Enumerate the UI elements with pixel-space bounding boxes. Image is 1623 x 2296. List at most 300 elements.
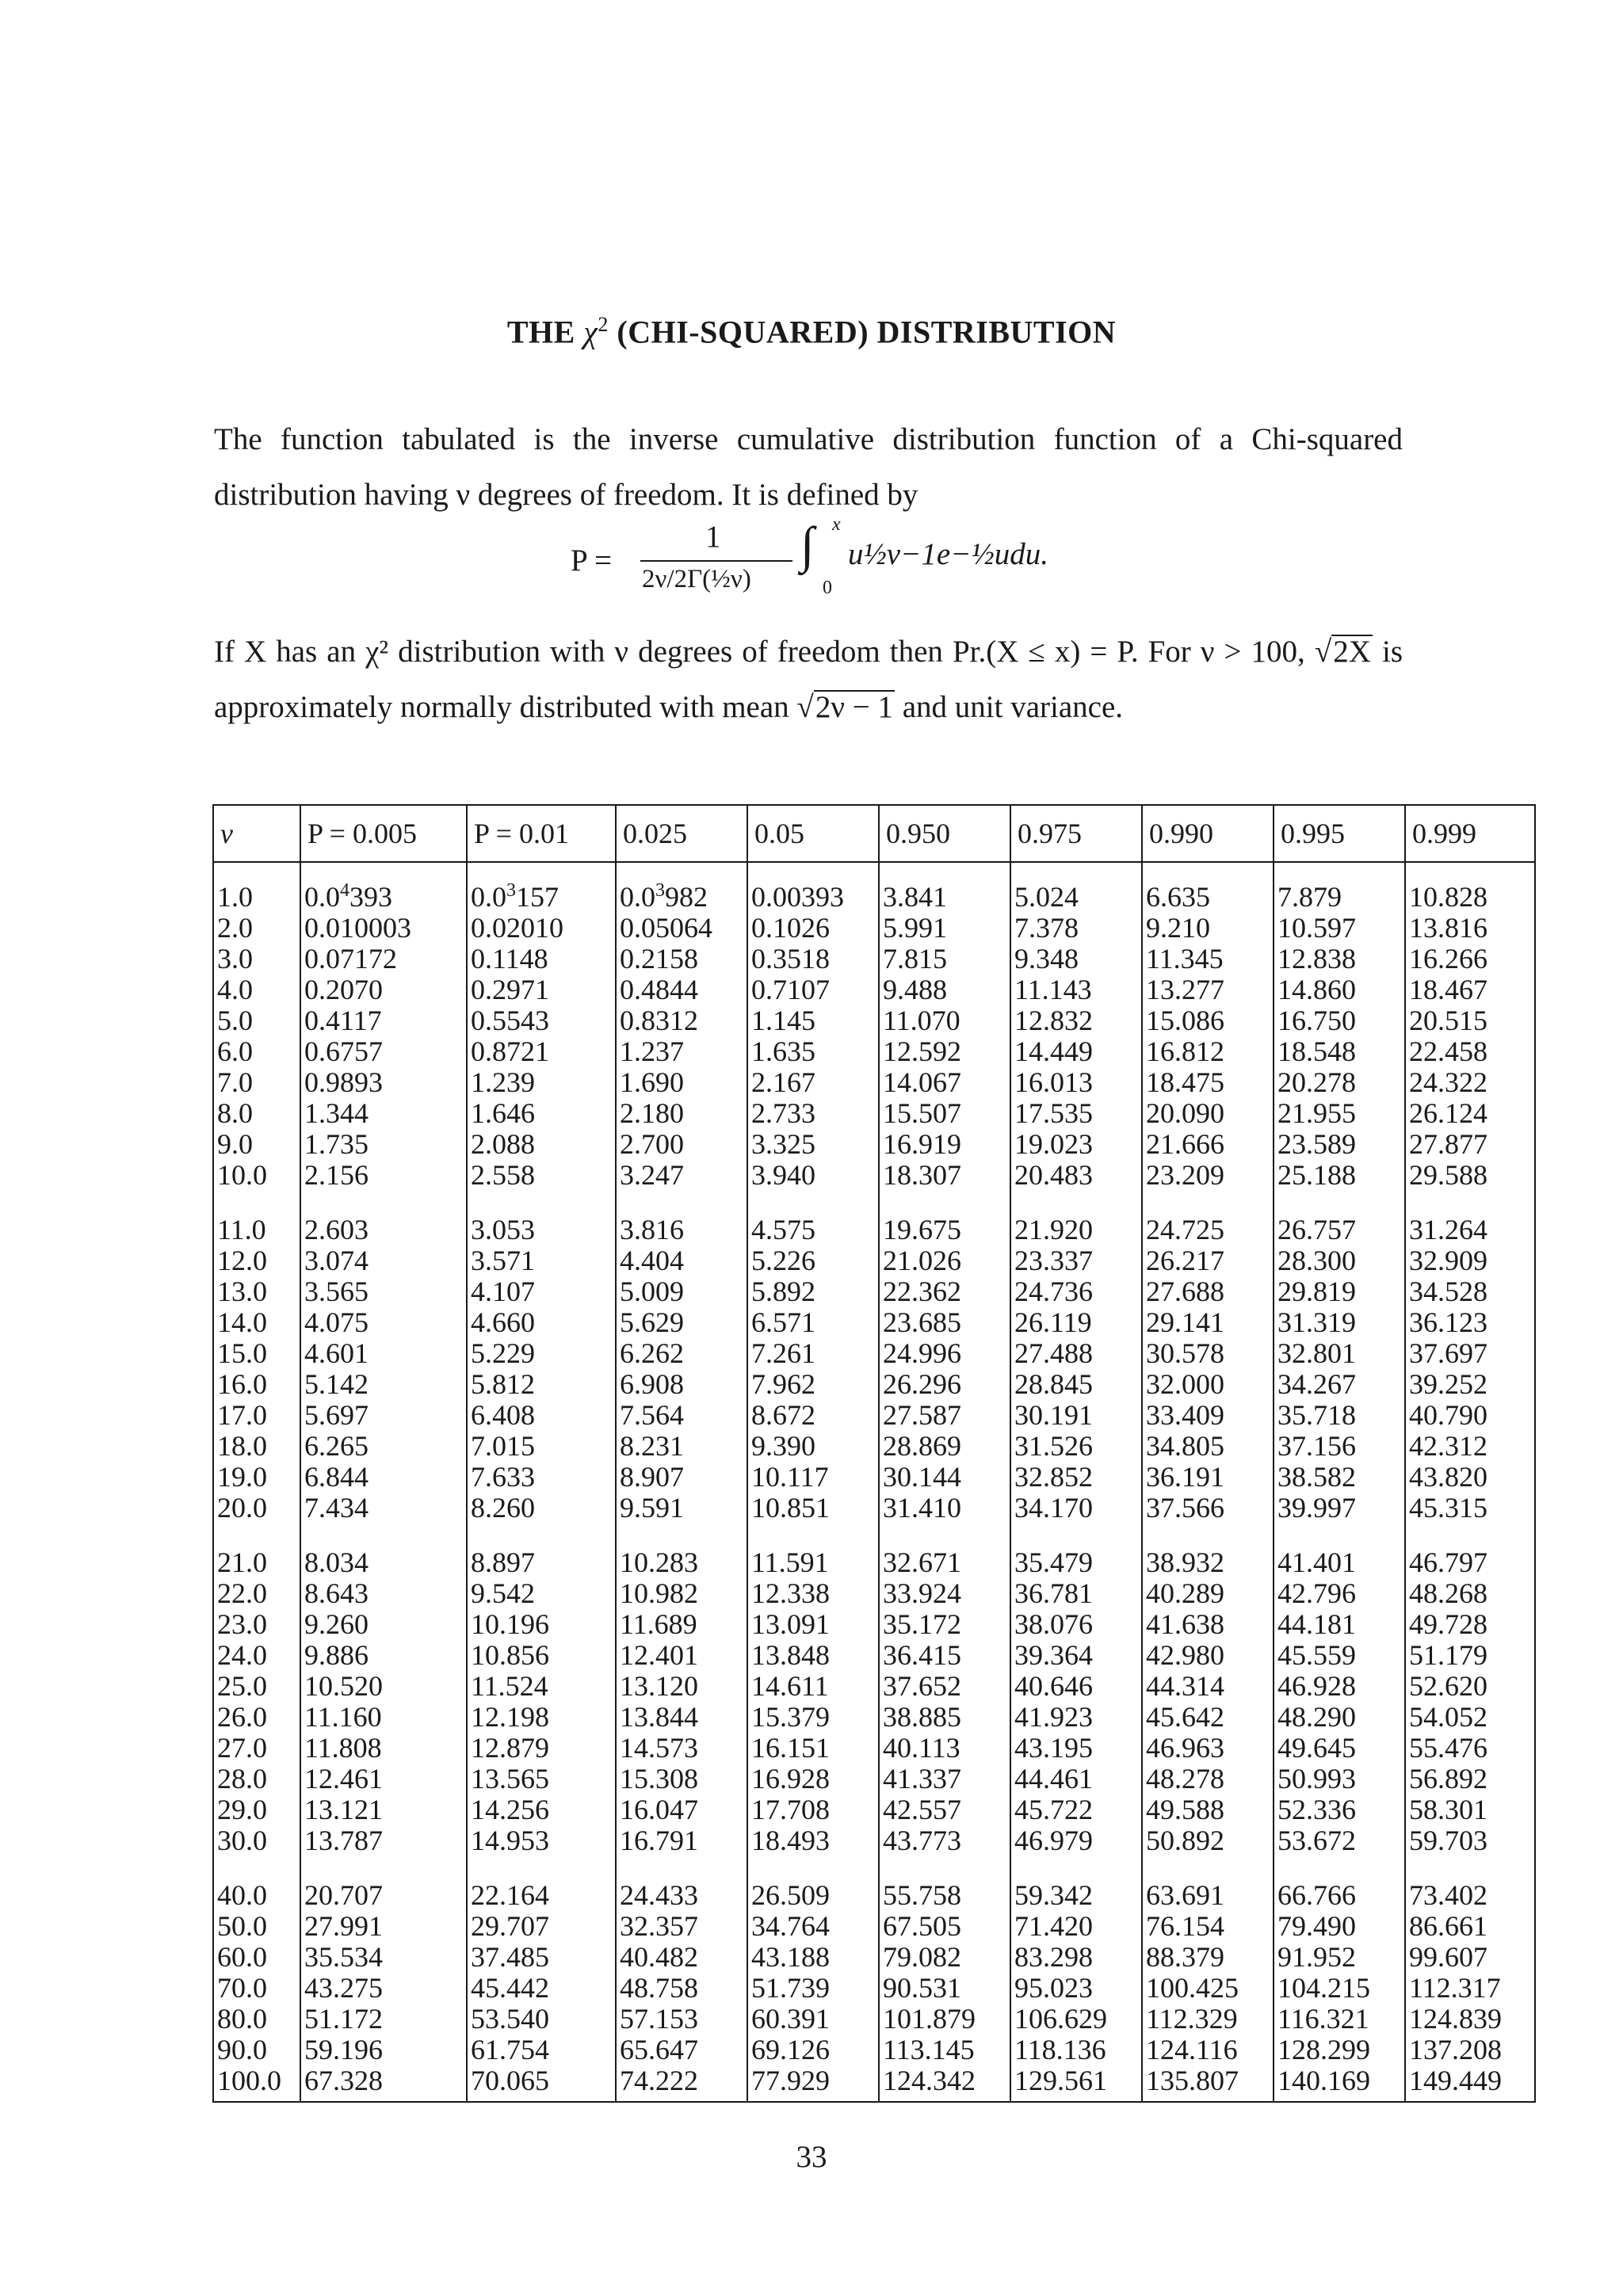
table-cell: 60.391 <box>747 2004 879 2035</box>
dof-cell: 9.0 <box>213 1129 300 1160</box>
table-cell: 24.736 <box>1010 1276 1142 1307</box>
table-cell: 16.791 <box>616 1825 747 1861</box>
table-cell: 5.024 <box>1010 862 1142 913</box>
table-cell: 16.266 <box>1405 944 1535 974</box>
table-cell: 11.689 <box>616 1609 747 1640</box>
table-cell: 5.229 <box>467 1338 616 1369</box>
table-cell: 2.088 <box>467 1129 616 1160</box>
table-row <box>213 913 1535 944</box>
table-row <box>213 1911 1535 1942</box>
table-cell: 3.565 <box>300 1276 467 1307</box>
table-cell: 7.434 <box>300 1493 467 1528</box>
table-cell: 1.735 <box>300 1129 467 1160</box>
table-cell: 39.252 <box>1405 1369 1535 1400</box>
table-cell: 8.672 <box>747 1400 879 1431</box>
table-cell: 0.4117 <box>300 1005 467 1036</box>
table-cell: 4.660 <box>467 1307 616 1338</box>
table-cell: 67.328 <box>300 2065 467 2102</box>
table-cell: 42.557 <box>879 1794 1010 1825</box>
table-cell: 14.611 <box>747 1671 879 1702</box>
table-cell: 31.410 <box>879 1493 1010 1528</box>
table-cell: 0.2070 <box>300 974 467 1005</box>
table-cell: 0.6757 <box>300 1036 467 1067</box>
table-cell: 29.141 <box>1142 1307 1274 1338</box>
table-cell: 51.739 <box>747 1973 879 2004</box>
table-cell: 104.215 <box>1274 1973 1405 2004</box>
table-cell: 18.467 <box>1405 974 1535 1005</box>
table-cell: $0.0^4393$ <box>300 862 467 913</box>
table-cell: 5.142 <box>300 1369 467 1400</box>
table-cell: 29.588 <box>1405 1160 1535 1196</box>
table-cell: 16.013 <box>1010 1067 1142 1098</box>
table-cell: 21.955 <box>1274 1098 1405 1129</box>
table-cell: 16.151 <box>747 1733 879 1764</box>
column-header: 0.950 <box>879 805 1010 862</box>
table-cell: 101.879 <box>879 2004 1010 2035</box>
table-cell: 5.892 <box>747 1276 879 1307</box>
table-cell: 28.869 <box>879 1431 1010 1462</box>
table-cell: 2.167 <box>747 1067 879 1098</box>
dof-cell: 11.0 <box>213 1196 300 1245</box>
table-cell: 18.548 <box>1274 1036 1405 1067</box>
table-cell: 34.528 <box>1405 1276 1535 1307</box>
table-cell: 10.597 <box>1274 913 1405 944</box>
table-cell: 10.828 <box>1405 862 1535 913</box>
table-cell: 22.458 <box>1405 1036 1535 1067</box>
table-cell: 11.143 <box>1010 974 1142 1005</box>
intro-paragraph-2 <box>214 624 1403 735</box>
table-cell: 23.589 <box>1274 1129 1405 1160</box>
table-cell: 46.928 <box>1274 1671 1405 1702</box>
table-row <box>213 2035 1535 2065</box>
table-cell: 112.329 <box>1142 2004 1274 2035</box>
formula-denominator: 2ν/2Γ(½ν) <box>642 565 751 593</box>
dof-cell: 5.0 <box>213 1005 300 1036</box>
table-cell: 13.121 <box>300 1794 467 1825</box>
table-cell: 15.086 <box>1142 1005 1274 1036</box>
dof-cell: 26.0 <box>213 1702 300 1733</box>
table-row-group <box>213 1528 1535 1861</box>
table-row <box>213 1369 1535 1400</box>
table-cell: 14.953 <box>467 1825 616 1861</box>
table-cell: 24.725 <box>1142 1196 1274 1245</box>
table-cell: 12.879 <box>467 1733 616 1764</box>
table-cell: 46.979 <box>1010 1825 1142 1861</box>
table-cell: 8.260 <box>467 1493 616 1528</box>
dof-cell: 40.0 <box>213 1861 300 1911</box>
table-cell: 34.764 <box>747 1911 879 1942</box>
table-cell: 18.475 <box>1142 1067 1274 1098</box>
table-cell: 43.820 <box>1405 1462 1535 1493</box>
column-header: 0.05 <box>747 805 879 862</box>
table-cell: 40.482 <box>616 1942 747 1973</box>
table-cell: 26.124 <box>1405 1098 1535 1129</box>
dof-cell: 30.0 <box>213 1825 300 1861</box>
table-cell: 35.718 <box>1274 1400 1405 1431</box>
table-cell: 9.542 <box>467 1578 616 1609</box>
table-cell: 2.700 <box>616 1129 747 1160</box>
table-row <box>213 1098 1535 1129</box>
table-cell: 21.920 <box>1010 1196 1142 1245</box>
table-cell: 32.000 <box>1142 1369 1274 1400</box>
table-cell: 59.196 <box>300 2035 467 2065</box>
dof-cell: 25.0 <box>213 1671 300 1702</box>
table-cell: 13.844 <box>616 1702 747 1733</box>
table-cell: 32.671 <box>879 1528 1010 1578</box>
table-cell: 0.010003 <box>300 913 467 944</box>
table-cell: 0.8312 <box>616 1005 747 1036</box>
column-header: 0.025 <box>616 805 747 862</box>
intro-text-1: The function tabulated is the inverse cumulative distribution function of a Chi-squared distribution having ν degrees of freedom. It is defined by <box>214 422 1403 512</box>
table-cell: 3.053 <box>467 1196 616 1245</box>
table-cell: 10.196 <box>467 1609 616 1640</box>
table-cell: 0.4844 <box>616 974 747 1005</box>
chi-squared-table <box>212 804 1536 2103</box>
table-cell: 45.642 <box>1142 1702 1274 1733</box>
dof-cell: 10.0 <box>213 1160 300 1196</box>
table-row <box>213 1276 1535 1307</box>
table-cell: 8.897 <box>467 1528 616 1578</box>
table-cell: 73.402 <box>1405 1861 1535 1911</box>
table-cell: 14.256 <box>467 1794 616 1825</box>
table-cell: 18.493 <box>747 1825 879 1861</box>
table-cell: 112.317 <box>1405 1973 1535 2004</box>
table-cell: 53.540 <box>467 2004 616 2035</box>
table-row-group <box>213 1861 1535 2102</box>
table-cell: 11.591 <box>747 1528 879 1578</box>
dof-cell: 3.0 <box>213 944 300 974</box>
table-cell: 43.195 <box>1010 1733 1142 1764</box>
table-cell: 43.275 <box>300 1973 467 2004</box>
table-cell: 22.164 <box>467 1861 616 1911</box>
table-cell: 27.991 <box>300 1911 467 1942</box>
table-cell: 45.559 <box>1274 1640 1405 1671</box>
table-cell: 30.144 <box>879 1462 1010 1493</box>
table-cell: 2.558 <box>467 1160 616 1196</box>
table-cell: 2.180 <box>616 1098 747 1129</box>
table-cell: 43.188 <box>747 1942 879 1973</box>
table-cell: 39.364 <box>1010 1640 1142 1671</box>
table-cell: 40.113 <box>879 1733 1010 1764</box>
table-cell: 49.645 <box>1274 1733 1405 1764</box>
table-cell: 51.179 <box>1405 1640 1535 1671</box>
table-row <box>213 1702 1535 1733</box>
table-cell: 37.485 <box>467 1942 616 1973</box>
table-cell: 16.812 <box>1142 1036 1274 1067</box>
table-header-row <box>213 805 1535 862</box>
table-cell: 0.02010 <box>467 913 616 944</box>
table-cell: 32.357 <box>616 1911 747 1942</box>
table-row <box>213 1307 1535 1338</box>
table-cell: 41.638 <box>1142 1609 1274 1640</box>
table-cell: 13.565 <box>467 1764 616 1794</box>
table-cell: 19.675 <box>879 1196 1010 1245</box>
table-cell: 71.420 <box>1010 1911 1142 1942</box>
table-cell: 36.781 <box>1010 1578 1142 1609</box>
table-cell: $0.0^3157$ <box>467 862 616 913</box>
table-cell: 15.379 <box>747 1702 879 1733</box>
dof-cell: 20.0 <box>213 1493 300 1528</box>
table-cell: 140.169 <box>1274 2065 1405 2102</box>
table-cell: 58.301 <box>1405 1794 1535 1825</box>
table-cell: 0.8721 <box>467 1036 616 1067</box>
table-cell: 67.505 <box>879 1911 1010 1942</box>
table-row <box>213 1609 1535 1640</box>
table-cell: 38.076 <box>1010 1609 1142 1640</box>
table-cell: 59.703 <box>1405 1825 1535 1861</box>
table-cell: 55.758 <box>879 1861 1010 1911</box>
intro-text-2b: is approximately normally distributed with mean <box>214 635 1403 724</box>
table-row <box>213 1578 1535 1609</box>
table-cell: 5.697 <box>300 1400 467 1431</box>
table-row <box>213 1493 1535 1528</box>
table-cell: 48.758 <box>616 1973 747 2004</box>
table-cell: 9.260 <box>300 1609 467 1640</box>
formula-lhs: P = <box>571 543 612 578</box>
dof-cell: 70.0 <box>213 1973 300 2004</box>
table-cell: 35.479 <box>1010 1528 1142 1578</box>
column-header: 0.995 <box>1274 805 1405 862</box>
dof-cell: 19.0 <box>213 1462 300 1493</box>
table-row <box>213 1036 1535 1067</box>
table-cell: 4.107 <box>467 1276 616 1307</box>
dof-cell: 21.0 <box>213 1528 300 1578</box>
table-row <box>213 1067 1535 1098</box>
table-cell: 7.378 <box>1010 913 1142 944</box>
table-cell: 50.892 <box>1142 1825 1274 1861</box>
table-row <box>213 1861 1535 1911</box>
intro-text-2c: and unit variance. <box>894 690 1124 724</box>
table-cell: 40.790 <box>1405 1400 1535 1431</box>
table-cell: 0.9893 <box>300 1067 467 1098</box>
table-cell: 10.982 <box>616 1578 747 1609</box>
table-cell: 2.733 <box>747 1098 879 1129</box>
table-cell: 23.685 <box>879 1307 1010 1338</box>
dof-cell: 14.0 <box>213 1307 300 1338</box>
table-cell: 9.591 <box>616 1493 747 1528</box>
table-cell: 11.345 <box>1142 944 1274 974</box>
table-cell: 6.262 <box>616 1338 747 1369</box>
table-row <box>213 1973 1535 2004</box>
table-cell: 21.026 <box>879 1245 1010 1276</box>
table-cell: 16.750 <box>1274 1005 1405 1036</box>
table-cell: 0.07172 <box>300 944 467 974</box>
table-row <box>213 1160 1535 1196</box>
table-cell: 44.461 <box>1010 1764 1142 1794</box>
table-cell: 15.507 <box>879 1098 1010 1129</box>
table-cell: 12.401 <box>616 1640 747 1671</box>
table-cell: 11.524 <box>467 1671 616 1702</box>
dof-cell: 13.0 <box>213 1276 300 1307</box>
sqrt-2nu-minus-1: 2ν − 1 <box>815 690 893 724</box>
column-header: P = 0.01 <box>467 805 616 862</box>
table-cell: 33.924 <box>879 1578 1010 1609</box>
page-number: 33 <box>796 2140 827 2174</box>
table-cell: 2.156 <box>300 1160 467 1196</box>
dof-cell: 50.0 <box>213 1911 300 1942</box>
table-cell: 17.708 <box>747 1794 879 1825</box>
table-cell: 1.239 <box>467 1067 616 1098</box>
table-cell: 12.838 <box>1274 944 1405 974</box>
table-cell: 91.952 <box>1274 1942 1405 1973</box>
table-cell: 10.856 <box>467 1640 616 1671</box>
table-cell: 6.408 <box>467 1400 616 1431</box>
table-cell: 1.635 <box>747 1036 879 1067</box>
table-cell: 32.801 <box>1274 1338 1405 1369</box>
table-cell: 35.172 <box>879 1609 1010 1640</box>
table-cell: 34.805 <box>1142 1431 1274 1462</box>
table-cell: 11.070 <box>879 1005 1010 1036</box>
table-cell: 34.170 <box>1010 1493 1142 1528</box>
table-cell: 30.191 <box>1010 1400 1142 1431</box>
table-row-group <box>213 1196 1535 1528</box>
dof-cell: 12.0 <box>213 1245 300 1276</box>
table-cell: 41.401 <box>1274 1528 1405 1578</box>
table-cell: 44.314 <box>1142 1671 1274 1702</box>
table-cell: 90.531 <box>879 1973 1010 2004</box>
table-cell: 49.588 <box>1142 1794 1274 1825</box>
table-cell: 69.126 <box>747 2035 879 2065</box>
table-cell: 5.226 <box>747 1245 879 1276</box>
table-cell: 124.116 <box>1142 2035 1274 2065</box>
table-cell: 6.265 <box>300 1431 467 1462</box>
table-cell: 42.980 <box>1142 1640 1274 1671</box>
formula-integrand: u½ν−1e−½udu. <box>848 537 1049 571</box>
table-row-group <box>213 862 1535 1196</box>
table-cell: 6.635 <box>1142 862 1274 913</box>
table-cell: 9.390 <box>747 1431 879 1462</box>
table-cell: 30.578 <box>1142 1338 1274 1369</box>
table-cell: 70.065 <box>467 2065 616 2102</box>
table-cell: 48.290 <box>1274 1702 1405 1733</box>
table-cell: 76.154 <box>1142 1911 1274 1942</box>
dof-cell: 28.0 <box>213 1764 300 1794</box>
dof-cell: 80.0 <box>213 2004 300 2035</box>
table-cell: 6.571 <box>747 1307 879 1338</box>
table-cell: 0.7107 <box>747 974 879 1005</box>
table-cell: 7.015 <box>467 1431 616 1462</box>
table-cell: 10.851 <box>747 1493 879 1528</box>
table-cell: 36.123 <box>1405 1307 1535 1338</box>
table-cell: 14.573 <box>616 1733 747 1764</box>
table-cell: 13.787 <box>300 1825 467 1861</box>
table-cell: 12.592 <box>879 1036 1010 1067</box>
table-row <box>213 862 1535 913</box>
table-cell: 22.362 <box>879 1276 1010 1307</box>
table-cell: 13.816 <box>1405 913 1535 944</box>
dof-cell: 29.0 <box>213 1794 300 1825</box>
title-superscript: 2 <box>598 313 609 336</box>
table-cell: 18.307 <box>879 1160 1010 1196</box>
table-cell: 57.153 <box>616 2004 747 2035</box>
table-cell: 10.283 <box>616 1528 747 1578</box>
dof-cell: 15.0 <box>213 1338 300 1369</box>
integral-lower-limit: 0 <box>823 578 832 598</box>
table-cell: 20.090 <box>1142 1098 1274 1129</box>
table-cell: 23.209 <box>1142 1160 1274 1196</box>
table-cell: 25.188 <box>1274 1160 1405 1196</box>
table-cell: 36.191 <box>1142 1462 1274 1493</box>
table-cell: 1.690 <box>616 1067 747 1098</box>
table-cell: 4.404 <box>616 1245 747 1276</box>
table-cell: 19.023 <box>1010 1129 1142 1160</box>
table-cell: 17.535 <box>1010 1098 1142 1129</box>
table-cell: 48.278 <box>1142 1764 1274 1794</box>
table-cell: 12.461 <box>300 1764 467 1794</box>
table-row <box>213 1733 1535 1764</box>
table-cell: 3.841 <box>879 862 1010 913</box>
title-chi-symbol: χ <box>583 314 598 350</box>
table-cell: 55.476 <box>1405 1733 1535 1764</box>
table-cell: 48.268 <box>1405 1578 1535 1609</box>
table-cell: 14.860 <box>1274 974 1405 1005</box>
table-cell: 38.582 <box>1274 1462 1405 1493</box>
table-cell: 63.691 <box>1142 1861 1274 1911</box>
intro-text-2a: If X has an χ² distribution with ν degrees of freedom then Pr.(X ≤ x) = P. For ν > 100, <box>214 635 1315 669</box>
table-row <box>213 2065 1535 2102</box>
table-cell: 9.210 <box>1142 913 1274 944</box>
table-cell: 40.646 <box>1010 1671 1142 1702</box>
table-cell: 33.409 <box>1142 1400 1274 1431</box>
table-cell: 37.697 <box>1405 1338 1535 1369</box>
table-cell: 7.564 <box>616 1400 747 1431</box>
table-row <box>213 1462 1535 1493</box>
table-cell: 44.181 <box>1274 1609 1405 1640</box>
table-cell: 0.05064 <box>616 913 747 944</box>
table-cell: 149.449 <box>1405 2065 1535 2102</box>
dof-cell: 27.0 <box>213 1733 300 1764</box>
table-cell: 9.488 <box>879 974 1010 1005</box>
table-cell: 27.877 <box>1405 1129 1535 1160</box>
table-cell: 0.1148 <box>467 944 616 974</box>
table-cell: 38.932 <box>1142 1528 1274 1578</box>
table-row <box>213 944 1535 974</box>
table-cell: 52.336 <box>1274 1794 1405 1825</box>
table-cell: 5.629 <box>616 1307 747 1338</box>
table-cell: 8.643 <box>300 1578 467 1609</box>
table-cell: 24.996 <box>879 1338 1010 1369</box>
table-cell: 45.442 <box>467 1973 616 2004</box>
table-cell: 20.515 <box>1405 1005 1535 1036</box>
table-cell: 106.629 <box>1010 2004 1142 2035</box>
dof-cell: 17.0 <box>213 1400 300 1431</box>
table-cell: 37.652 <box>879 1671 1010 1702</box>
table-cell: 45.315 <box>1405 1493 1535 1528</box>
table-cell: 8.231 <box>616 1431 747 1462</box>
table-cell: 0.2971 <box>467 974 616 1005</box>
table-row <box>213 1431 1535 1462</box>
formula-numerator: 1 <box>705 520 721 554</box>
table-cell: 37.156 <box>1274 1431 1405 1462</box>
table-cell: 3.247 <box>616 1160 747 1196</box>
column-header: 0.999 <box>1405 805 1535 862</box>
table-cell: 9.348 <box>1010 944 1142 974</box>
table-row <box>213 1794 1535 1825</box>
table-cell: 26.296 <box>879 1369 1010 1400</box>
column-header: 0.990 <box>1142 805 1274 862</box>
table-cell: 5.991 <box>879 913 1010 944</box>
table-cell: 5.812 <box>467 1369 616 1400</box>
table-cell: 14.449 <box>1010 1036 1142 1067</box>
table-cell: 13.120 <box>616 1671 747 1702</box>
table-cell: 41.923 <box>1010 1702 1142 1733</box>
table-cell: 9.886 <box>300 1640 467 1671</box>
table-cell: 13.091 <box>747 1609 879 1640</box>
table-cell: 37.566 <box>1142 1493 1274 1528</box>
table-cell: 2.603 <box>300 1196 467 1245</box>
table-cell: 0.1026 <box>747 913 879 944</box>
table-cell: 7.261 <box>747 1338 879 1369</box>
